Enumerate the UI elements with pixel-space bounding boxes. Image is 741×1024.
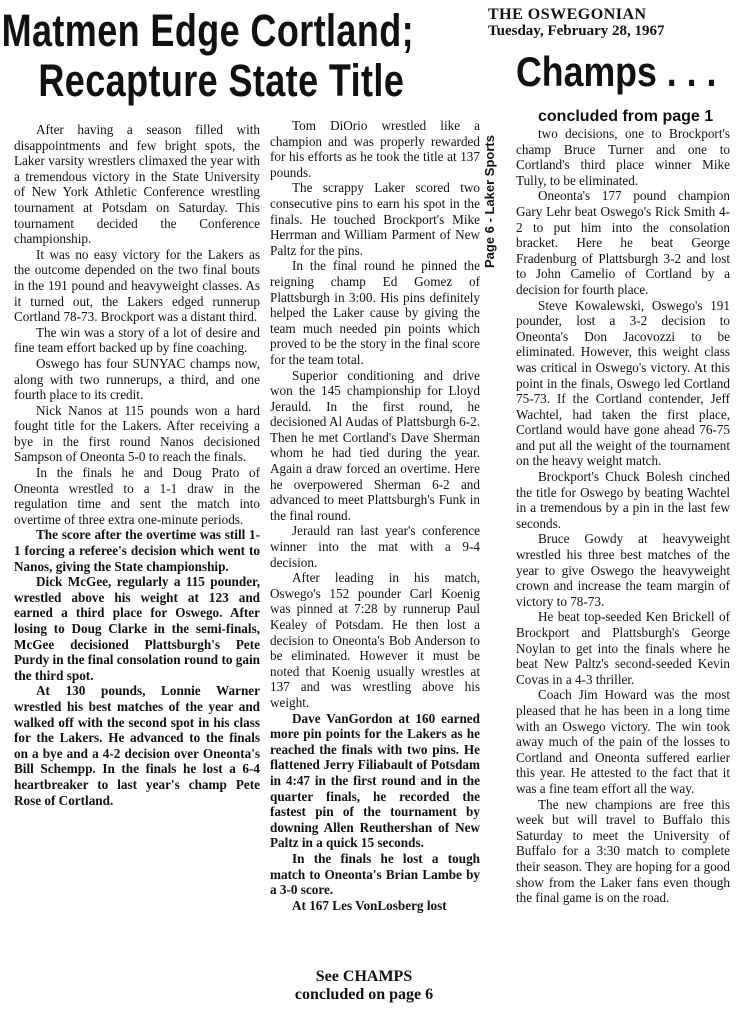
paragraph: After leading in his match, Oswego's 152 pounder Carl Koenig was pinned at 7:28 by runnerup Paul Kealey of Potsdam. He then lost a decision to Oneonta's Bob Anderson to be eliminated. However it must be noted that Koenig usually wrestles at 137 and was wrestling above his weight. — [270, 570, 480, 710]
paragraph: Oneonta's 177 pound champion Gary Lehr beat Oswego's Rick Smith 4-2 to put him into the consolation bracket. Here he beat George Fradenburg of Plattsburgh 3-2 and lost to John Camelio of Cortland by a decision for fourth place. — [516, 188, 730, 297]
paragraph: Brockport's Chuck Bolesh cinched the title for Oswego by beating Wachtel in a tremendous by a pin in the last few seconds. — [516, 469, 730, 531]
concluded-from-label: concluded from page 1 — [538, 108, 714, 125]
paragraph: At 167 Les VonLosberg lost — [292, 897, 447, 913]
concluded-on-line: concluded on page 6 — [294, 986, 434, 1003]
paragraph: The new champions are free this week but will travel to Buffalo this Saturday to meet the University of Buffalo for a 3:30 match to complete their season. They are hoping for a good show from the Laker fans even though the final game is on the road. — [516, 796, 730, 906]
paragraph: two decisions, one to Brockport's champ Bruce Turner and one to Cortland's third place winner Mike Tully, to be eliminated. — [516, 126, 730, 188]
paragraph: He beat top-seeded Ken Brickell of Brockport and Plattsburgh's George Noylan to get into the finals where he beat New Paltz's second-seeded Kevin Covas in a 4-3 thriller. — [516, 609, 730, 687]
headline-line-2: Recapture State Title — [38, 55, 405, 106]
paragraph: Jerauld ran last year's conference winner into the mat with a 9-4 decision. — [270, 523, 480, 570]
masthead-date: Tuesday, February 28, 1967 — [488, 23, 665, 39]
paragraph: After having a season filled with disappointments and few bright spots, the Laker varsity wrestlers climaxed the year with a tremendous victory in the State University of New York Athletic Conference wrestling tournament at Potsdam on Saturday. This tournament decided the Conference championship. — [14, 122, 260, 247]
champs-headline: Champs . . . — [516, 48, 717, 95]
paragraph: The score after the overtime was still 1-1 forcing a referee's decision which went to Nanos, giving the State championship. — [14, 527, 260, 574]
article-column-2 — [270, 118, 480, 913]
paragraph: It was no easy victory for the Lakers as the outcome depended on the two final bouts in the 191 pound and heavyweight classes. As it turned out, the Lakers edged runnerup Cortland 78-73. Brockport was a distant third. — [14, 246, 260, 325]
paragraph: In the final round he pinned the reigning champ Ed Gomez of Plattsburgh in 3:00. His pins definitely helped the Laker cause by giving the team much needed pin points which proved to be the story in the final score for the team total. — [270, 258, 480, 367]
paragraph: Tom DiOrio wrestled like a champion and was properly rewarded for his efforts as he took the title at 137 pounds. — [270, 118, 480, 180]
section-vertical-label: Page 6 - Laker Sports — [482, 135, 497, 268]
paragraph: Dick McGee, regularly a 115 pounder, wrestled above his weight at 123 and earned a third place for Oswego. After losing to Doug Clarke in the semi-finals, McGee decisioned Plattsburgh's Pete Purdy in the final consolation round to gain the third spot. — [14, 574, 260, 683]
masthead-paper-name: THE OSWEGONIAN — [488, 6, 647, 23]
paragraph: Oswego has four SUNYAC champs now, along with two runnerups, a third, and one fourth place to its credit. — [14, 355, 260, 403]
paragraph: In the finals he lost a tough match to Oneonta's Brian Lambe by a 3-0 score. — [270, 850, 480, 898]
headline-line-1: Matmen Edge Cortland; — [1, 5, 415, 56]
article-column-3 — [516, 126, 730, 906]
paragraph: Nick Nanos at 115 pounds won a hard fought title for the Lakers. After receiving a bye in the first round Nanos decisioned Sampson of Oneonta 5-0 to reach the finals. — [14, 402, 260, 465]
see-champs-line: See CHAMPS — [315, 968, 413, 985]
paragraph: At 130 pounds, Lonnie Warner wrestled his best matches of the year and walked off with the second spot in his class for the Lakers. He advanced to the finals on a bye and a 4-2 decision over Oneonta's Bill Schempp. In the finals he lost a 6-4 heartbreaker to last year's champ Pete Rose of Cortland. — [14, 683, 260, 808]
paragraph: Dave VanGordon at 160 earned more pin points for the Lakers as he reached the finals with two pins. He flattened Jerry Filiabault of Potsdam in 4:47 in the first round and in the quarter finals, he recorded the fastest pin of the tournament by downing Allen Reuthershan of New Paltz in a quick 15 seconds. — [270, 710, 480, 851]
paragraph: Coach Jim Howard was the most pleased that he has been in a long time with an Oswego victory. The win took away much of the pain of the losses to Cortland and Oneonta suffered earlier this year. He attested to the fact that it was a fine team effort all the way. — [516, 687, 730, 796]
paragraph: The scrappy Laker scored two consecutive pins to earn his spot in the finals. He touched Brockport's Mike Herrman and William Parment of New Paltz for the pins. — [270, 180, 480, 258]
paragraph: Bruce Gowdy at heavyweight wrestled his three best matches of the year to give Oswego the heavyweight crown and increase the team margin of victory to 78-73. — [516, 531, 730, 609]
paragraph: Superior conditioning and drive won the 145 championship for Lloyd Jerauld. In the first round, he decisioned Al Audas of Plattsburgh 6-2. Then he met Cortland's Dave Sherman whom he had tied during the year. Again a draw forced an overtime. Here he overpowered Sherman 6-2 and advanced to meet Plattsburgh's Funk in the final round. — [270, 367, 481, 523]
paragraph: The win was a story of a lot of desire and fine team effort backed up by fine coaching. — [14, 324, 260, 356]
paragraph: Steve Kowalewski, Oswego's 191 pounder, lost a 3-2 decision to Oneonta's Don Jacovozzi to be eliminated. However, this weight class was critical in Oswego's victory. At this point in the finals, Oswego led Cortland 75-73. If the Cortland contender, Jeff Wachtel, had taken the first place, Cortland would have gone ahead 76-75 and put all the weight of the tournament on the heavy weight match. — [516, 297, 730, 469]
article-column-1 — [14, 122, 260, 808]
masthead — [488, 6, 738, 40]
paragraph: In the finals he and Doug Prato of Oneonta wrestled to a 1-1 draw in the regulation time and sent the match into overtime of three extra one-minute periods. — [14, 465, 260, 527]
see-champs-continuation — [258, 968, 470, 1004]
